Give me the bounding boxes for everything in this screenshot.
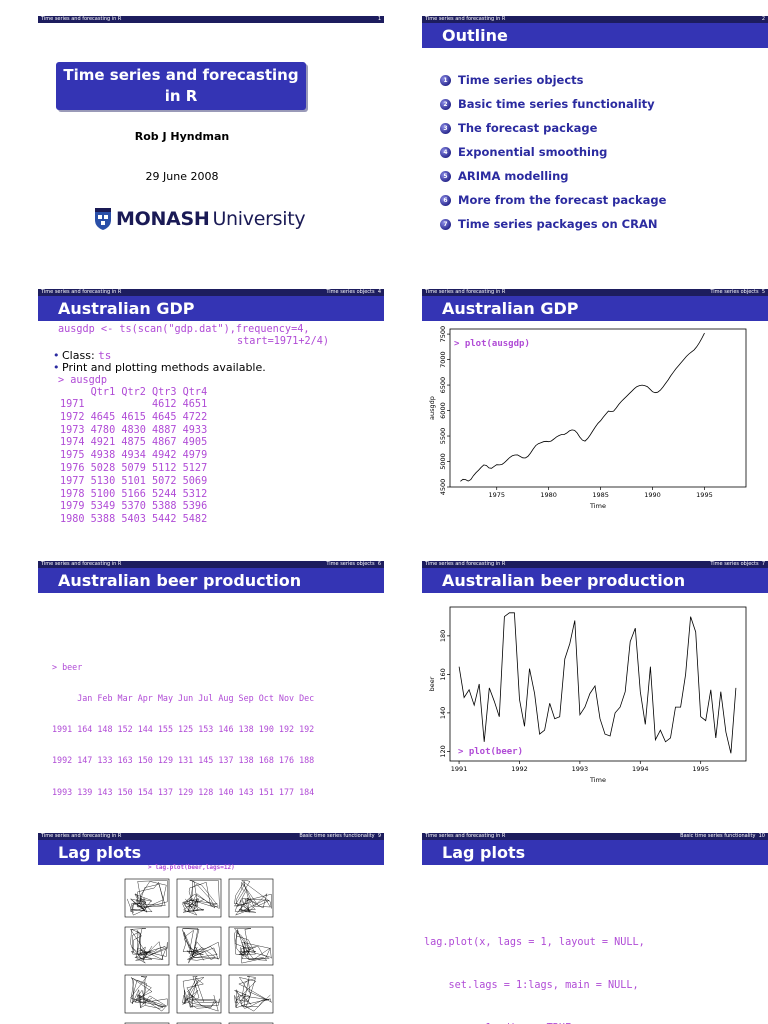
lag-panel-lines xyxy=(183,880,220,915)
bullet-ball-icon: 2 xyxy=(440,99,451,110)
x-tick-label: 1995 xyxy=(696,491,713,499)
y-tick-label: 5500 xyxy=(439,427,447,445)
slide-heading: Lag plots xyxy=(422,840,768,865)
y-tick-label: 160 xyxy=(439,668,447,681)
outline-list xyxy=(440,68,666,236)
outline-item xyxy=(440,164,666,188)
outline-item-label: Basic time series functionality xyxy=(458,97,655,111)
plot-command: > plot(ausgdp) xyxy=(454,339,530,349)
series-line xyxy=(459,613,736,754)
beer-table xyxy=(52,641,314,811)
table-row: 1978 5100 5166 5244 5312 xyxy=(60,488,208,500)
table-row: 1972 4645 4615 4645 4722 xyxy=(60,411,208,423)
slide-heading: Australian beer production xyxy=(38,568,384,593)
y-tick-label: 4500 xyxy=(439,478,447,496)
slide-gdp-code xyxy=(38,289,384,539)
table-row: 1992 147 133 163 150 129 131 145 137 138 168 176 188 xyxy=(52,755,315,766)
bullet-text: Class: xyxy=(62,349,99,362)
slide-gdp-plot xyxy=(422,289,768,539)
plot-command: > lag.plot(beer,lags=12) xyxy=(148,864,235,871)
lag-panel-lines xyxy=(183,928,220,963)
author: Rob J Hyndman xyxy=(134,130,230,143)
bullet-ball-icon: 1 xyxy=(440,75,451,86)
header-left-text: Time series and forecasting in R xyxy=(425,833,506,839)
header-right xyxy=(710,289,765,296)
outline-item-label: Time series objects xyxy=(458,73,584,87)
slide-number: 4 xyxy=(377,289,381,295)
slide-number: 5 xyxy=(761,289,765,295)
code-line: start=1971+2/4) xyxy=(237,336,330,347)
slide-header xyxy=(38,561,384,568)
code-block xyxy=(424,907,700,1024)
header-right xyxy=(680,833,765,840)
lag-panel-lines xyxy=(131,976,168,1011)
gdp-line-chart xyxy=(422,323,768,533)
slide-number: 1 xyxy=(377,16,381,22)
outline-item xyxy=(440,140,666,164)
date: 29 June 2008 xyxy=(145,170,219,183)
slide-heading: Australian GDP xyxy=(38,296,384,321)
x-tick-label: 1993 xyxy=(571,765,589,773)
outline-item xyxy=(440,188,666,212)
lag-panel-lines xyxy=(183,976,220,1011)
slide-beer-plot xyxy=(422,561,768,811)
y-tick-label: 5000 xyxy=(439,453,447,470)
x-tick-label: 1991 xyxy=(450,765,468,773)
x-axis-label: Time xyxy=(590,776,606,784)
header-left-text: Time series and forecasting in R xyxy=(425,16,506,22)
presentation-title xyxy=(56,62,306,110)
table-row: 1991 164 148 152 144 155 125 153 146 138 190 192 192 xyxy=(52,724,315,735)
header-left-text: Time series and forecasting in R xyxy=(41,561,122,567)
bullet-ball-icon: 5 xyxy=(440,171,451,182)
table-row: 1976 5028 5079 5112 5127 xyxy=(60,463,208,474)
x-axis-label: Time xyxy=(590,502,606,510)
y-tick-label: 6000 xyxy=(439,402,447,419)
table-row: 1979 5349 5370 5388 5396 xyxy=(60,501,208,513)
outline-item-label: The forecast package xyxy=(458,121,598,135)
table-header: Qtr1 Qtr2 Qtr3 Qtr4 xyxy=(60,387,208,398)
header-right xyxy=(326,289,381,296)
slide-lag-usage xyxy=(422,833,768,1024)
slide-header xyxy=(38,16,384,23)
slide-heading: Lag plots xyxy=(38,840,384,865)
header-left-text: Time series and forecasting in R xyxy=(41,833,122,839)
header-left-text: Time series and forecasting in R xyxy=(425,289,506,295)
y-axis-label: beer xyxy=(428,676,436,692)
code-line: lag.plot(x, lags = 1, layout = NULL, xyxy=(424,936,645,948)
outline-item xyxy=(440,116,666,140)
slide-heading: Outline xyxy=(422,23,768,48)
section-name: Time series objects xyxy=(710,561,759,567)
slide-number: 9 xyxy=(377,833,381,839)
slide-number: 7 xyxy=(761,561,765,567)
x-tick-label: 1994 xyxy=(632,765,649,773)
slide-title xyxy=(38,16,384,266)
x-tick-label: 1995 xyxy=(692,765,709,773)
x-tick-label: 1975 xyxy=(488,491,506,499)
slide-number: 6 xyxy=(377,561,381,567)
prompt: > ausgdp xyxy=(58,375,108,386)
plot-command: > plot(beer) xyxy=(458,747,524,757)
bullet-ball-icon: 4 xyxy=(440,147,451,158)
section-name: Basic time series functionality xyxy=(299,833,375,839)
lag-plot-grid xyxy=(38,873,384,1024)
section-name: Time series objects xyxy=(326,289,375,295)
prompt: > beer xyxy=(52,661,83,672)
bullet-ball-icon: 3 xyxy=(440,123,451,134)
y-tick-label: 6500 xyxy=(439,376,447,394)
section-name: Basic time series functionality xyxy=(680,833,756,839)
outline-item-label: More from the forecast package xyxy=(458,193,667,207)
header-left-text: Time series and forecasting in R xyxy=(41,16,122,22)
crest-icon xyxy=(94,207,112,231)
bullet-ball-icon: 6 xyxy=(440,195,451,206)
table-row: 1980 5388 5403 5442 5482 xyxy=(60,514,208,526)
code-line: set.lags = 1:lags, main = NULL, xyxy=(424,980,639,992)
logo-brand: MONASH xyxy=(116,208,210,230)
x-tick-label: 1980 xyxy=(540,491,557,499)
lag-panel-lines xyxy=(235,976,272,1011)
y-tick-label: 180 xyxy=(439,629,447,643)
lag-panel-lines xyxy=(235,880,272,915)
outline-item xyxy=(440,68,666,92)
code-line: ausgdp <- ts(scan("gdp.dat"),frequency=4, xyxy=(58,324,310,335)
title-line-2: in R xyxy=(164,87,198,105)
slide-header xyxy=(422,561,768,568)
y-tick-label: 120 xyxy=(439,745,447,758)
x-tick-label: 1992 xyxy=(511,765,528,773)
table-row: 1993 139 143 150 154 137 129 128 140 143 151 177 184 xyxy=(52,786,315,797)
plot-frame xyxy=(450,329,746,487)
table-row: 1977 5130 5101 5072 5069 xyxy=(60,475,208,487)
header-right xyxy=(299,833,381,840)
slide-outline xyxy=(422,16,768,266)
lag-panel-lines xyxy=(131,928,168,963)
outline-item xyxy=(440,92,666,116)
slide-lag-plots xyxy=(38,833,384,1024)
y-tick-label: 140 xyxy=(439,706,447,720)
table-header: Jan Feb Mar Apr May Jun Jul Aug Sep Oct Nov Dec xyxy=(52,693,315,704)
slide-number: 10 xyxy=(758,833,765,839)
lag-panel-lines xyxy=(235,928,272,963)
title-line-1: Time series and forecasting xyxy=(63,66,299,84)
x-tick-label: 1990 xyxy=(644,491,661,499)
table-row: 1975 4938 4934 4942 4979 xyxy=(60,450,208,462)
table-row: 1974 4921 4875 4867 4905 xyxy=(60,437,208,449)
slide-heading: Australian GDP xyxy=(422,296,768,321)
outline-item-label: Exponential smoothing xyxy=(458,145,608,159)
slide-header xyxy=(422,289,768,296)
y-tick-label: 7500 xyxy=(439,325,447,343)
outline-item-label: Time series packages on CRAN xyxy=(458,217,658,231)
section-name: Time series objects xyxy=(326,561,375,567)
beer-line-chart xyxy=(422,599,768,809)
slide-number: 2 xyxy=(761,16,765,22)
plot-frame xyxy=(450,607,746,761)
slide-header xyxy=(422,833,768,840)
series-line xyxy=(460,333,704,481)
bullet-item: • Print and plotting methods available. xyxy=(62,362,266,374)
outline-item-label: ARIMA modelling xyxy=(458,169,569,183)
outline-item xyxy=(440,212,666,236)
table-row: 1971 4612 4651 xyxy=(60,399,208,410)
slide-header xyxy=(38,833,384,840)
slide-header xyxy=(422,16,768,23)
x-tick-label: 1985 xyxy=(592,491,609,499)
bullet-ball-icon: 7 xyxy=(440,219,451,230)
monash-logo xyxy=(94,206,305,232)
slide-heading: Australian beer production xyxy=(422,568,768,593)
header-left-text: Time series and forecasting in R xyxy=(425,561,506,567)
slide-header xyxy=(38,289,384,296)
y-tick-label: 7000 xyxy=(439,351,447,368)
logo-suffix: University xyxy=(212,208,306,230)
header-left-text: Time series and forecasting in R xyxy=(41,289,122,295)
header-right xyxy=(710,561,765,568)
table-row: 1973 4780 4830 4887 4933 xyxy=(60,424,208,436)
slide-beer-table xyxy=(38,561,384,811)
lag-panel-lines xyxy=(127,880,167,915)
bullet-code: ts xyxy=(98,349,112,362)
section-name: Time series objects xyxy=(710,289,759,295)
y-axis-label: ausgdp xyxy=(428,396,436,420)
header-right xyxy=(326,561,381,568)
